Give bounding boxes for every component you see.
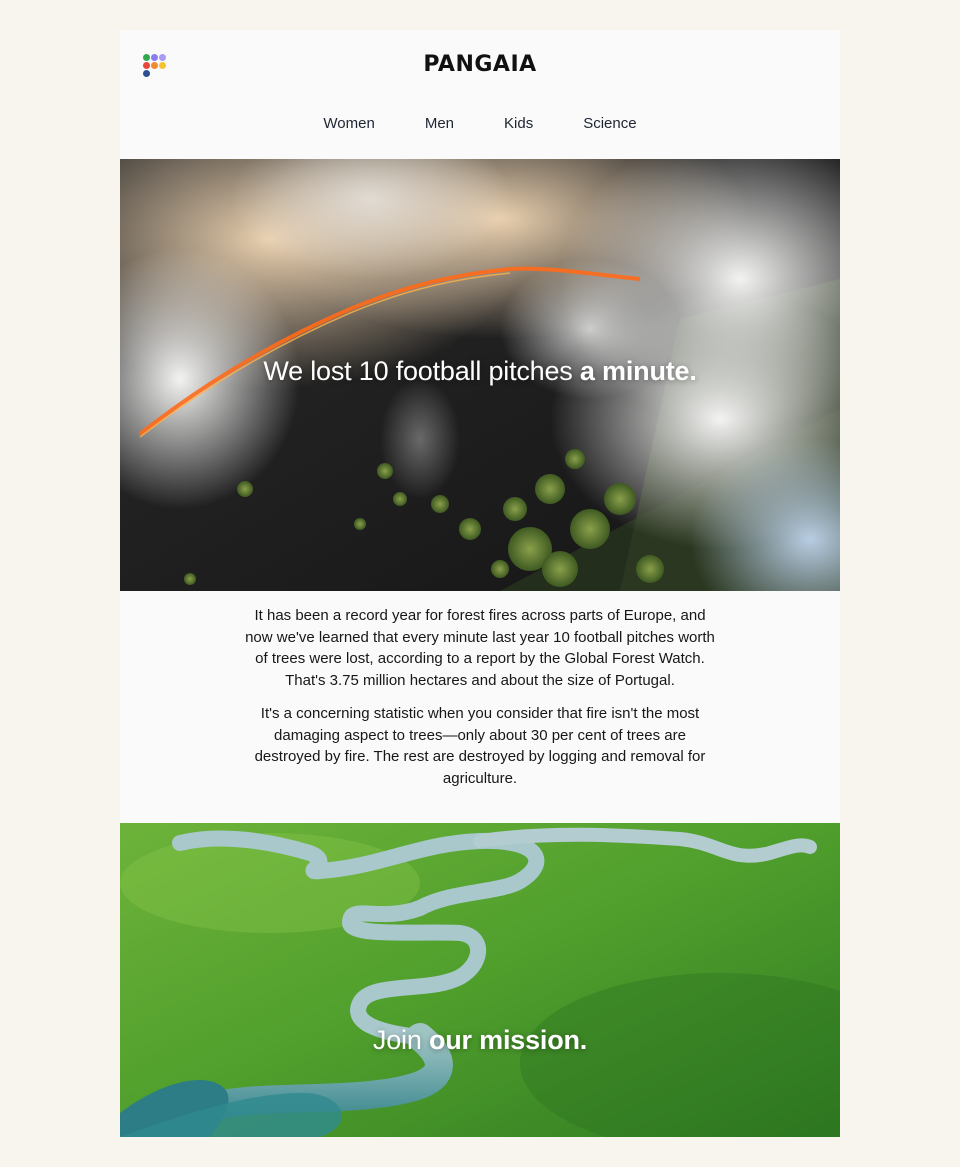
nav-item-science[interactable]: Science	[583, 115, 637, 132]
fire-headline: We lost 10 football pitches a minute.	[263, 356, 697, 386]
main-nav	[120, 115, 840, 132]
article-body	[120, 591, 840, 823]
mission-headline: Join our mission.	[372, 1025, 588, 1055]
email-card	[120, 30, 840, 1137]
nav-item-women[interactable]: Women	[323, 115, 375, 132]
article-paragraph-1: It has been a record year for forest fires across parts of Europe, and now we've learned that every minute last year 10 football pitches worth of trees were lost, according to a report by the Global Forest Watch. That's 3.75 million hectares and about the size of Portugal.	[245, 607, 715, 689]
nav-item-kids[interactable]: Kids	[504, 115, 534, 132]
email-header	[120, 30, 840, 159]
nav-item-men[interactable]: Men	[424, 115, 455, 132]
river-forest-hero[interactable]	[120, 823, 840, 1137]
forest-fire-hero[interactable]	[120, 159, 840, 591]
brand-wordmark[interactable]: PANGAIA	[423, 52, 537, 77]
article-paragraph-2: It's a concerning statistic when you consider that fire isn't the most damaging aspect to trees—only about 30 per cent of trees are destroyed by fire. The rest are destroyed by logging and removal for agriculture.	[254, 705, 706, 787]
river-forest-image	[120, 823, 840, 1137]
